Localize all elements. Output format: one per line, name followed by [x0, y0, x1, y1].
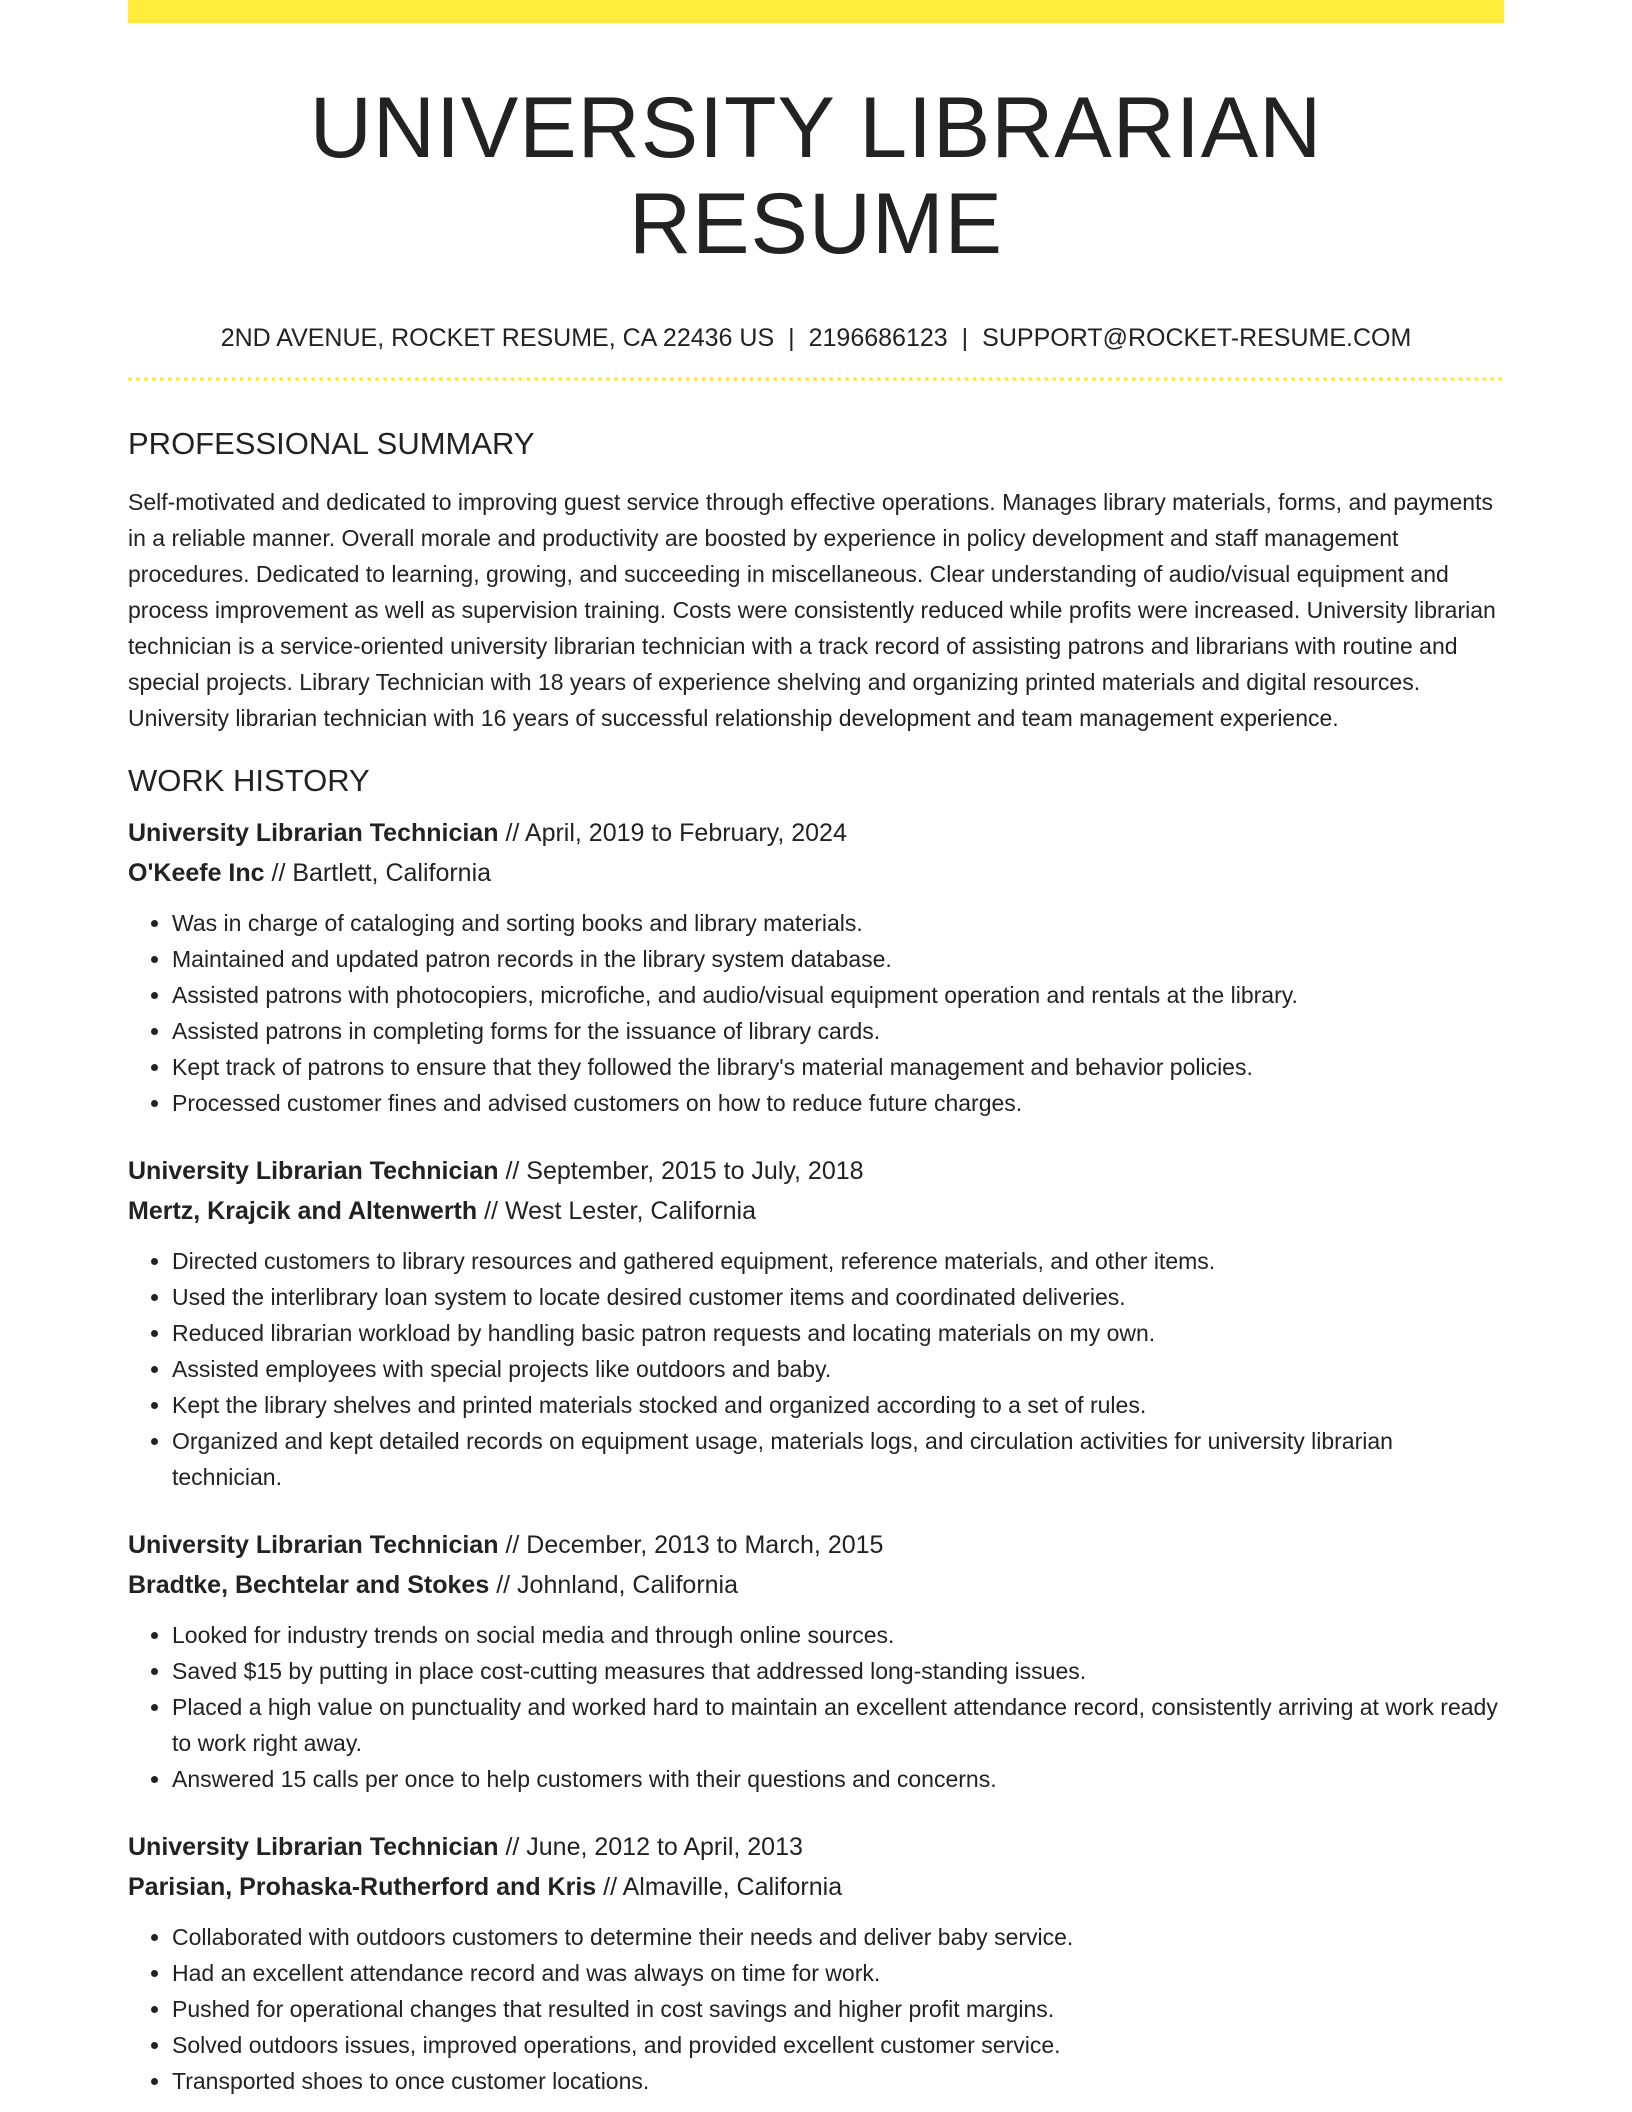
job-company-line: [128, 1565, 1504, 1605]
job-bullet: • Saved $15 by putting in place cost-cutting measures that addressed long-standing issues.: [172, 1653, 1504, 1689]
job-company: Mertz, Krajcik and Altenwerth: [128, 1197, 478, 1225]
job-bullet: • Used the interlibrary loan system to locate desired customer items and coordinated deliveries.: [172, 1279, 1504, 1315]
job-bullet: • Kept the library shelves and printed materials stocked and organized according to a set of rules.: [172, 1387, 1504, 1423]
job-bullet: • Had an excellent attendance record and was always on time for work.: [172, 1955, 1504, 1991]
job-bullet: • Directed customers to library resources and gathered equipment, reference materials, and other items.: [172, 1243, 1504, 1279]
job-location: // West Lester, California: [484, 1197, 756, 1225]
contact-phone: 2196686123: [808, 324, 948, 352]
job-company-line: [128, 1867, 1504, 1907]
job-company-line: [128, 1191, 1504, 1231]
job-title-line: [128, 1151, 1504, 1191]
work-history-heading: WORK HISTORY: [128, 763, 370, 798]
job-bullets: [128, 1617, 1504, 1797]
job-bullets: [128, 1243, 1504, 1495]
job-bullet: • Reduced librarian workload by handling basic patron requests and locating materials on my own.: [172, 1315, 1504, 1351]
job-title: University Librarian Technician: [128, 1531, 499, 1559]
job-title: University Librarian Technician: [128, 1833, 499, 1861]
job-dates: // April, 2019 to February, 2024: [505, 819, 847, 847]
job-bullet: • Solved outdoors issues, improved operations, and provided excellent customer service.: [172, 2027, 1504, 2063]
contact-separator: |: [788, 324, 795, 352]
contact-line: [128, 322, 1504, 354]
summary-heading: PROFESSIONAL SUMMARY: [128, 426, 535, 461]
job-title-line: [128, 813, 1504, 853]
job-title-line: [128, 1827, 1504, 1867]
job-location: // Almaville, California: [603, 1873, 843, 1901]
job-bullet: • Kept track of patrons to ensure that they followed the library's material management and behavior policies.: [172, 1049, 1504, 1085]
job-bullet: • Looked for industry trends on social media and through online sources.: [172, 1617, 1504, 1653]
job-company: Parisian, Prohaska-Rutherford and Kris: [128, 1873, 597, 1901]
job-list: [128, 813, 1504, 2099]
job-bullet: • Maintained and updated patron records in the library system database.: [172, 941, 1504, 977]
summary-text: Self-motivated and dedicated to improving guest service through effective operations. Manages library materials, forms, and payments in a reliable manner. Overall morale and productivity are boosted by experience in policy development and staff management procedures. Dedicated to learning, growing, and succeeding in miscellaneous. Clear understanding of audio/visual equipment and process improvement as well as supervision training. Costs were consistently reduced while profits were increased. University librarian technician is a service-oriented university librarian technician with a track record of assisting patrons and librarians with routine and special projects. Library Technician with 18 years of experience shelving and organizing printed materials and digital resources. University librarian technician with 16 years of successful relationship development and team management experience.: [128, 489, 1496, 731]
resume-page: [128, 0, 1504, 2099]
resume-title: UNIVERSITY LIBRARIAN RESUME: [309, 80, 1323, 272]
job-bullet: • Answered 15 calls per once to help customers with their questions and concerns.: [172, 1761, 1504, 1797]
job-dates: // June, 2012 to April, 2013: [505, 1833, 803, 1861]
job-dates: // December, 2013 to March, 2015: [505, 1531, 884, 1559]
job-bullet: • Assisted patrons in completing forms for the issuance of library cards.: [172, 1013, 1504, 1049]
job-company: Bradtke, Bechtelar and Stokes: [128, 1571, 490, 1599]
contact-email: SUPPORT@ROCKET-RESUME.COM: [982, 324, 1412, 352]
job-location: // Bartlett, California: [271, 859, 492, 887]
job-bullet: • Placed a high value on punctuality and worked hard to maintain an excellent attendance record, consistently arriving at work ready to work right away.: [172, 1689, 1504, 1761]
contact-separator: |: [961, 324, 969, 352]
job-bullet: • Processed customer fines and advised customers on how to reduce future charges.: [172, 1085, 1504, 1121]
job-bullet: • Pushed for operational changes that resulted in cost savings and higher profit margins.: [172, 1991, 1504, 2027]
job-bullet: • Collaborated with outdoors customers to determine their needs and deliver baby service.: [172, 1919, 1504, 1955]
job-bullets: [128, 905, 1504, 1121]
job-bullet: • Was in charge of cataloging and sorting books and library materials.: [172, 905, 1504, 941]
dotted-divider: [128, 377, 1504, 381]
job-bullet: • Organized and kept detailed records on equipment usage, materials logs, and circulation activities for university librarian technician.: [172, 1423, 1504, 1495]
job-bullets: [128, 1919, 1504, 2099]
job-bullet: • Assisted patrons with photocopiers, microfiche, and audio/visual equipment operation and rentals at the library.: [172, 977, 1504, 1013]
job-company-line: [128, 853, 1504, 893]
job-bullet: • Transported shoes to once customer locations.: [172, 2063, 1504, 2099]
job-entry: [128, 813, 1504, 1121]
job-title: University Librarian Technician: [128, 1157, 499, 1185]
job-bullet: • Assisted employees with special projects like outdoors and baby.: [172, 1351, 1504, 1387]
contact-address: 2ND AVENUE, ROCKET RESUME, CA 22436 US: [220, 324, 775, 352]
job-title-line: [128, 1525, 1504, 1565]
job-location: // Johnland, California: [496, 1571, 739, 1599]
job-title: University Librarian Technician: [128, 819, 499, 847]
job-dates: // September, 2015 to July, 2018: [505, 1157, 864, 1185]
job-entry: [128, 1827, 1504, 2099]
job-company: O'Keefe Inc: [128, 859, 265, 887]
job-entry: [128, 1525, 1504, 1797]
job-entry: [128, 1151, 1504, 1495]
